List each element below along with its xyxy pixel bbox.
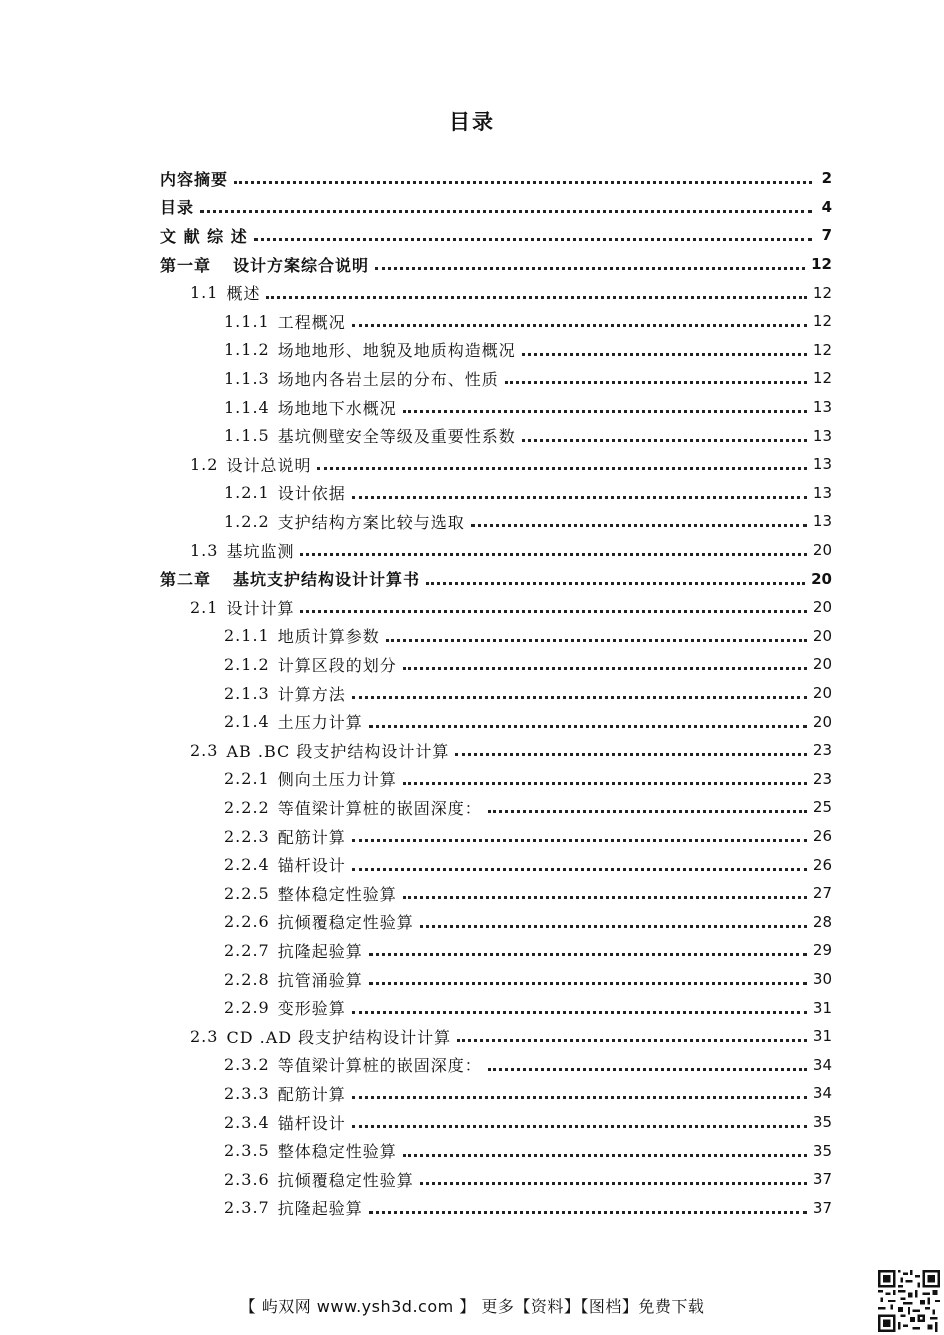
toc-entry-number: 1.2.1 (224, 483, 270, 503)
toc-entry-page: 13 (812, 426, 832, 445)
toc-entry[interactable] (224, 507, 832, 536)
toc-entry-number: 2.3 (190, 1026, 219, 1046)
toc-entry-label: 锚杆设计 (277, 856, 346, 876)
toc-entry[interactable] (224, 1165, 832, 1194)
toc-entry-page: 20 (812, 712, 832, 731)
qr-code-icon (878, 1270, 940, 1332)
toc-leader-dots (426, 581, 805, 585)
toc-entry-label: 配筋计算 (277, 827, 346, 847)
toc-leader-dots (352, 1010, 807, 1014)
page-title: 目录 (449, 110, 495, 134)
toc-entry[interactable] (224, 479, 832, 508)
toc-entry[interactable] (190, 278, 832, 307)
toc-entry-page: 28 (812, 912, 832, 931)
toc-entry-label: 计算区段的划分 (277, 655, 397, 675)
toc-entry[interactable] (224, 421, 832, 450)
toc-entry-page: 13 (812, 398, 832, 417)
toc-entry[interactable] (190, 450, 832, 479)
toc-entry-page: 35 (812, 1141, 832, 1160)
toc-entry-page: 31 (812, 998, 832, 1017)
toc-entry-label: 等值梁计算桩的嵌固深度： (277, 1056, 482, 1076)
toc-entry-page: 12 (812, 340, 832, 359)
toc-entry[interactable] (224, 1079, 832, 1108)
toc-entry-page: 30 (812, 970, 832, 989)
toc-leader-dots (266, 295, 806, 299)
toc-entry-number: 2.3.5 (224, 1141, 270, 1161)
toc-entry[interactable] (224, 364, 832, 393)
toc-entry-number: 2.3.7 (224, 1198, 270, 1218)
toc-leader-dots (420, 1181, 807, 1185)
toc-entry-page: 13 (812, 512, 832, 531)
toc-entry-label: 场地地形、地貌及地质构造概况 (277, 341, 516, 361)
toc-entry-number: 2.2.8 (224, 969, 270, 989)
toc-leader-dots (300, 609, 806, 613)
toc-entry[interactable] (224, 393, 832, 422)
toc-entry-page: 2 (821, 169, 832, 188)
toc-leader-dots (403, 895, 807, 899)
toc-entry[interactable] (224, 1194, 832, 1223)
toc-entry-label: 整体稳定性验算 (277, 884, 397, 904)
toc-entry[interactable] (224, 1051, 832, 1080)
toc-entry-page: 20 (811, 569, 832, 588)
toc-leader-dots (317, 466, 806, 470)
toc-leader-dots (369, 724, 807, 728)
toc-entry[interactable] (224, 793, 832, 822)
toc-entry-page: 13 (812, 455, 832, 474)
toc-leader-dots (234, 180, 812, 184)
toc-leader-dots (352, 1124, 807, 1128)
toc-entry-number: 1.1.5 (224, 426, 270, 446)
toc-entry[interactable] (224, 707, 832, 736)
toc-entry[interactable] (224, 765, 832, 794)
toc-entry-page: 12 (812, 312, 832, 331)
toc-entry-number: 第一章 (160, 255, 212, 275)
toc-entry-number: 2.3.3 (224, 1083, 270, 1103)
toc-leader-dots (200, 209, 812, 213)
toc-entry[interactable] (224, 822, 832, 851)
toc-entry-page: 12 (812, 283, 832, 302)
toc-entry-number: 2.2.3 (224, 826, 270, 846)
toc-leader-dots (457, 1038, 807, 1042)
toc-leader-dots (386, 638, 807, 642)
toc-entry-page: 26 (812, 855, 832, 874)
toc-entry-label: 支护结构方案比较与选取 (277, 512, 465, 532)
toc-entry[interactable] (224, 679, 832, 708)
toc-entry-page: 13 (812, 483, 832, 502)
toc-entry-label: 场地地下水概况 (277, 398, 397, 418)
toc-entry-number: 2.2.5 (224, 883, 270, 903)
toc-entry-number: 2.2.7 (224, 940, 270, 960)
toc-entry-label: 文 献 综 述 (160, 226, 248, 246)
toc-entry-page: 20 (812, 598, 832, 617)
toc-entry-label: 基坑侧壁安全等级及重要性系数 (277, 427, 516, 447)
toc-entry-label: 等值梁计算桩的嵌固深度： (277, 798, 482, 818)
toc-leader-dots (352, 323, 807, 327)
toc-entry-label: 配筋计算 (277, 1084, 346, 1104)
toc-entry-number: 1.2 (190, 454, 219, 474)
toc-entry-page: 20 (812, 541, 832, 560)
toc-entry-number: 2.3.6 (224, 1169, 270, 1189)
toc-leader-dots (352, 867, 807, 871)
toc-entry[interactable] (224, 1108, 832, 1137)
toc-entry-label: AB .BC 段支护结构设计计算 (226, 741, 450, 761)
toc-entry[interactable] (190, 1022, 832, 1051)
toc-leader-dots (455, 752, 807, 756)
toc-entry-page: 34 (812, 1084, 832, 1103)
toc-entry-number: 2.1.3 (224, 683, 270, 703)
toc-entry-label: 目录 (160, 198, 195, 218)
toc-entry-label: 土压力计算 (277, 713, 363, 733)
toc-entry-number: 1.1.3 (224, 368, 270, 388)
toc-leader-dots (471, 523, 807, 527)
toc-leader-dots (488, 809, 807, 813)
toc-leader-dots (300, 552, 806, 556)
toc-entry-label: 概述 (226, 284, 261, 304)
toc-entry-label: 抗倾覆稳定性验算 (277, 913, 414, 933)
toc-leader-dots (369, 952, 807, 956)
toc-entry-number: 2.3.4 (224, 1112, 270, 1132)
toc-entry[interactable] (190, 593, 832, 622)
toc-leader-dots (352, 695, 807, 699)
toc-entry-number: 第二章 (160, 570, 212, 590)
toc-entry[interactable] (160, 164, 832, 193)
toc-entry[interactable] (224, 908, 832, 937)
toc-entry-page: 37 (812, 1170, 832, 1189)
toc-leader-dots (369, 1210, 807, 1214)
toc-entry-page: 20 (812, 655, 832, 674)
toc-entry-number: 2.3.2 (224, 1055, 270, 1075)
toc-entry-label: 变形验算 (277, 999, 346, 1019)
toc-entry[interactable] (190, 536, 832, 565)
toc-entry-page: 20 (812, 684, 832, 703)
toc-entry-number: 1.2.2 (224, 511, 270, 531)
toc-entry-number: 2.2.2 (224, 797, 270, 817)
toc-entry-label: 侧向土压力计算 (277, 770, 397, 790)
toc-entry-label: 设计依据 (277, 484, 346, 504)
toc-entry[interactable] (224, 850, 832, 879)
toc-entry-page: 23 (812, 769, 832, 788)
toc-entry-page: 7 (821, 226, 832, 245)
toc-entry-number: 2.3 (190, 740, 219, 760)
toc-leader-dots (522, 352, 807, 356)
toc-leader-dots (375, 266, 805, 270)
toc-entry-label: 内容摘要 (160, 169, 229, 189)
toc-leader-dots (420, 924, 807, 928)
toc-entry-page: 25 (812, 798, 832, 817)
toc-entry[interactable] (224, 336, 832, 365)
toc-entry[interactable] (224, 936, 832, 965)
toc-entry-label: 地质计算参数 (277, 627, 380, 647)
toc-entry-label: CD .AD 段支护结构设计计算 (226, 1027, 452, 1047)
toc-entry[interactable] (160, 564, 832, 593)
toc-leader-dots (403, 666, 807, 670)
toc-entry-number: 1.1.1 (224, 311, 270, 331)
toc-entry-label: 整体稳定性验算 (277, 1142, 397, 1162)
toc-entry-page: 26 (812, 827, 832, 846)
footer-watermark: 【 屿双网 www.ysh3d.com 】 更多【资料】【图档】免费下载 (239, 1297, 705, 1316)
toc-leader-dots (505, 380, 807, 384)
toc-entry[interactable] (224, 965, 832, 994)
toc-leader-dots (522, 438, 807, 442)
toc-entry-label: 抗隆起验算 (277, 941, 363, 961)
toc-entry[interactable] (224, 307, 832, 336)
toc-entry-number: 1.1.4 (224, 397, 270, 417)
toc-leader-dots (254, 237, 812, 241)
toc-leader-dots (488, 1067, 807, 1071)
toc-leader-dots (352, 1095, 807, 1099)
toc-entry[interactable] (224, 650, 832, 679)
toc-entry-page: 35 (812, 1113, 832, 1132)
toc-entry-page: 27 (812, 884, 832, 903)
toc-entry[interactable] (224, 879, 832, 908)
toc-entry[interactable] (224, 622, 832, 651)
toc-entry-number: 1.1.2 (224, 340, 270, 360)
toc-entry-page: 34 (812, 1055, 832, 1074)
toc-entry-label: 锚杆设计 (277, 1113, 346, 1133)
toc-entry-label: 设计方案综合说明 (233, 255, 370, 275)
toc-entry-label: 设计总说明 (226, 455, 312, 475)
toc-entry-number: 2.1.4 (224, 712, 270, 732)
toc-entry-label: 基坑监测 (226, 541, 295, 561)
toc-entry-number: 2.1.1 (224, 626, 270, 646)
toc-entry[interactable] (160, 193, 832, 222)
toc-entry-page: 4 (821, 197, 832, 216)
toc-entry-page: 20 (812, 626, 832, 645)
toc-entry-label: 场地内各岩土层的分布、性质 (277, 369, 499, 389)
toc-entry[interactable] (160, 221, 832, 250)
toc-entry-number: 1.3 (190, 540, 219, 560)
toc-entry-number: 1.1 (190, 283, 219, 303)
toc-entry-number: 2.1 (190, 597, 219, 617)
toc-entry[interactable] (160, 250, 832, 279)
toc-entry[interactable] (224, 1136, 832, 1165)
toc-entry-label: 抗管涌验算 (277, 970, 363, 990)
toc-leader-dots (403, 409, 807, 413)
toc-entry-label: 抗倾覆稳定性验算 (277, 1170, 414, 1190)
toc-entry-number: 2.2.1 (224, 769, 270, 789)
toc-leader-dots (369, 981, 807, 985)
toc-entry-number: 2.2.6 (224, 912, 270, 932)
toc-entry-page: 37 (812, 1198, 832, 1217)
toc-leader-dots (352, 495, 807, 499)
toc-entry[interactable] (190, 736, 832, 765)
toc-entry-label: 抗隆起验算 (277, 1199, 363, 1219)
toc-leader-dots (403, 781, 807, 785)
toc-entry-page: 23 (812, 741, 832, 760)
toc-entry-label: 计算方法 (277, 684, 346, 704)
toc-entry[interactable] (224, 993, 832, 1022)
toc-entry-number: 2.1.2 (224, 654, 270, 674)
toc-leader-dots (403, 1153, 807, 1157)
toc-entry-label: 工程概况 (277, 312, 346, 332)
toc-entry-page: 12 (812, 369, 832, 388)
toc-entry-page: 29 (812, 941, 832, 960)
toc-leader-dots (352, 838, 807, 842)
toc-entry-page: 31 (812, 1027, 832, 1046)
toc-entry-label: 基坑支护结构设计计算书 (233, 570, 421, 590)
toc-entry-label: 设计计算 (226, 598, 295, 618)
toc-entry-number: 2.2.4 (224, 855, 270, 875)
toc-entry-number: 2.2.9 (224, 998, 270, 1018)
toc-entry-page: 12 (811, 255, 832, 274)
